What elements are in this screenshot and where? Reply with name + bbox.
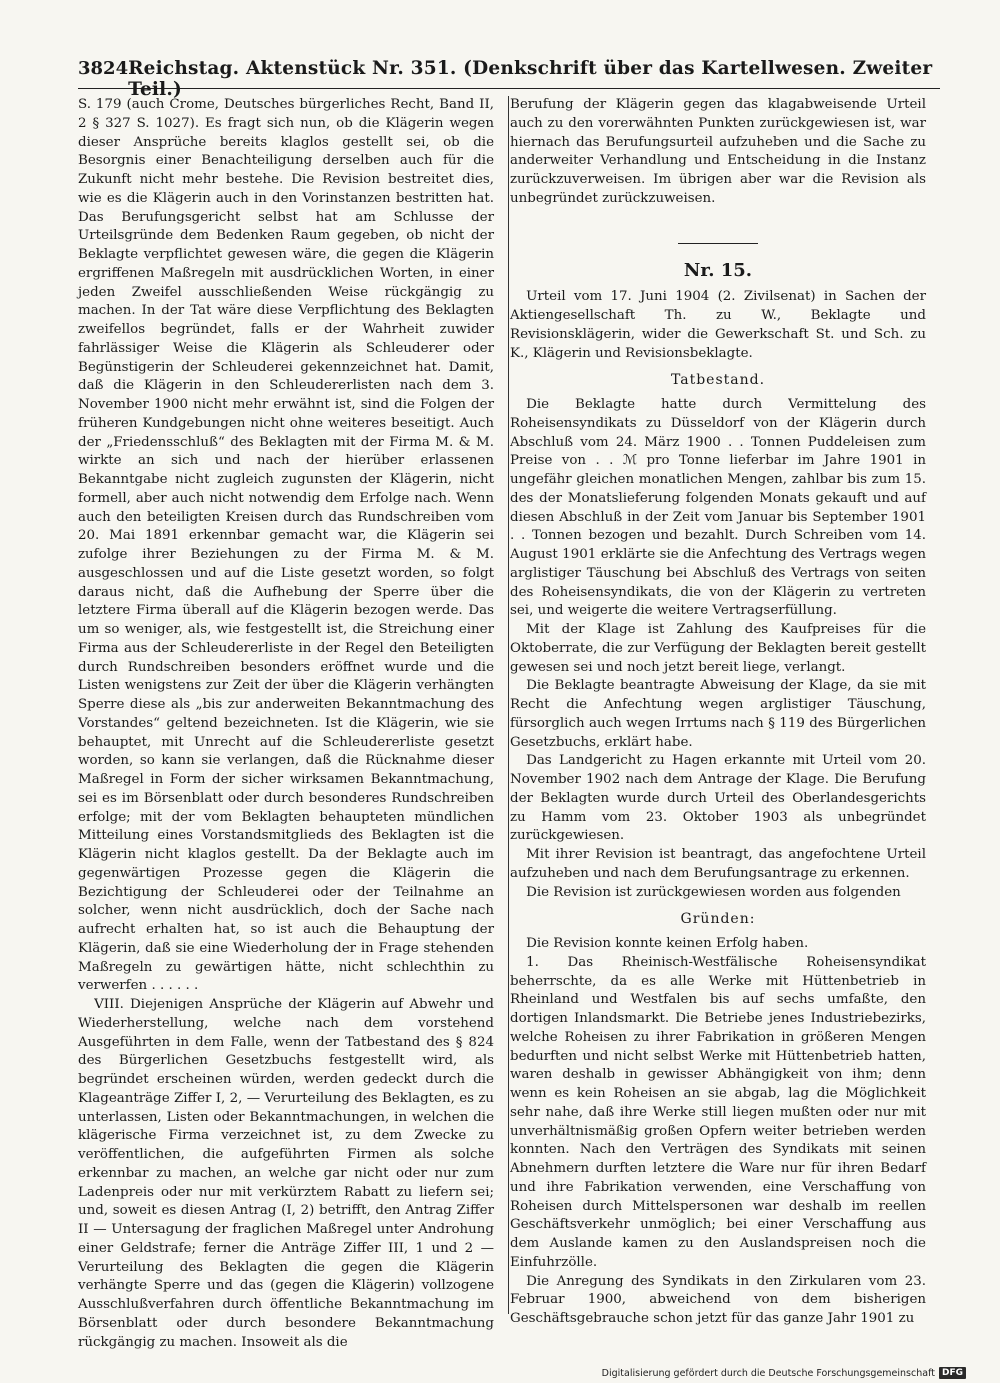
right-column — [510, 96, 926, 1326]
text-columns — [78, 96, 938, 1350]
page-number: 3824 — [78, 58, 129, 79]
paragraph: VIII. Diejenigen Ansprüche der Klägerin auf Abwehr und Wiederherstellung, welche nach dem vorstehend Ausgeführten in dem Falle, wenn der Tatbestand des § 824 des Bürgerlichen Gesetzbuchs festgestellt wird, als begründet erscheinen würden, werden gedeckt durch die Klageanträge Ziffer I, 2, — Verurteilung des Beklagten, es zu unterlassen, Listen oder Bekanntmachungen, in welchen die klägerische Firma verzeichnet ist, zu dem Zwecke zu veröffentlichen, die aufgeführten Firmen als solche erkennbar zu machen, an welche gar nicht oder nur zum Ladenpreis oder nur mit verkürztem Rabatt zu liefern sei; und, soweit es diesen Antrag (I, 2) betrifft, den Antrag Ziffer II — Untersagung der fraglichen Maßregel unter Androhung einer Geldstrafe; ferner die Anträge Ziffer III, 1 und 2 — Verurteilung des Beklagten die gegen die Klägerin verhängte Sperre und das (gegen die Klägerin) vollzogene Ausschlußverfahren durch öffentliche Bekanntmachung im Börsenblatt oder durch besondere Bekanntmachung rückgängig zu machen. Insoweit als die — [78, 997, 494, 1350]
footer-text: Digitalisierung gefördert durch die Deutsche Forschungsgemeinschaft — [601, 1367, 935, 1379]
paragraph: Die Beklagte hatte durch Vermittelung des Roheisensyndikats zu Düsseldorf von der Klägerin durch Abschluß vom 24. März 1900 . . Tonnen Puddeleisen zum Preise von . . ℳ pro Tonne lieferbar im Jahre 1901 in ungefähr gleichen monatlichen Mengen, zahlbar bis zum 15. des der Monatslieferung folgenden Monats gekauft und auf diesen Abschluß in der Zeit vom Januar bis September 1901 . . Tonnen bezogen und bezahlt. Durch Schreiben vom 14. August 1901 erklärte sie die Anfechtung des Vertrags wegen arglistiger Täuschung bei Abschluß des Vertrags von seiten des Roheisensyndikats, die von der Klägerin zu vertreten sei, und weigerte die weitere Vertragserfüllung. — [510, 397, 926, 619]
gruende-heading: Gründen: — [680, 911, 756, 928]
section-rule — [678, 243, 758, 244]
paragraph: Die Anregung des Syndikats in den Zirkularen vom 23. Februar 1900, abweichend von dem bisherigen Geschäftsgebrauche schon jetzt für das ganze Jahr 1901 zu — [510, 1273, 926, 1326]
paragraph: Das Landgericht zu Hagen erkannte mit Urteil vom 20. November 1902 nach dem Antrage der Klage. Die Berufung der Beklagten wurde durch Urteil des Oberlandesgerichts zu Hamm vom 23. Oktober 1903 als unbegründet zurückgewiesen. — [510, 753, 926, 844]
paragraph: Die Beklagte beantragte Abweisung der Klage, da sie mit Recht die Anfechtung wegen arglistiger Täuschung, fürsorglich auch wegen Irrtums nach § 119 des Bürgerlichen Gesetzbuchs, erklärt habe. — [510, 678, 926, 750]
paragraph: 1. Das Rheinisch-Westfälische Roheisensyndikat beherrschte, da es alle Werke mit Hüttenbetrieb in Rheinland und Westfalen bis auf sechs umfaßte, den dortigen Inlandsmarkt. Die Betriebe jenes Industriebezirks, welche Roheisen zu ihrer Fabrikation in größeren Mengen bedurften und nicht selbst Werke mit Hüttenbetrieb hatten, waren deshalb in gewisser Abhängigkeit von ihm; denn wenn es kein Roheisen an sie abgab, lag die Möglichkeit sehr nahe, daß ihre Werke still liegen mußten oder nur mit unverhältnismäßig großen Opfern weiter betrieben werden konnten. Nach den Verträgen des Syndikats mit seinen Abnehmern durften letztere die Ware nur für ihren Bedarf und ihre Fabrikation verwenden, eine Verschaffung von Roheisen durch Mittelspersonen war deshalb im reellen Geschäftsverkehr unmöglich; bei einer Verschaffung aus dem Auslande kamen zu den Auslandspreisen noch die Einfuhrzölle. — [510, 954, 926, 1270]
tatbestand-heading: Tatbestand. — [670, 372, 766, 389]
paragraph: Mit der Klage ist Zahlung des Kaufpreises für die Oktoberrate, die zur Verfügung der Beklagten bereit gestellt gewesen sei und noch jetzt bereit liege, verlangt. — [510, 622, 926, 675]
paragraph: S. 179 (auch Crome, Deutsches bürgerliches Recht, Band II, 2 § 327 S. 1027). Es fragt sich nun, ob die Klägerin wegen dieser Ansprüche bereits klaglos gestellt sei, ob die Besorgnis einer Benachteiligung derselben auch für die Zukunft nicht mehr bestehe. Die Revision bestreitet dies, wie es die Klägerin auch in den Vorinstanzen bestritten hat. Das Berufungsgericht selbst hat am Schlusse der Urteilsgründe dem Bedenken Raum gegeben, ob nicht der Beklagte verpflichtet gewesen wäre, die gegen die Klägerin ergriffenen Maßregeln mit ausdrücklichen Worten, in einer jeden Zweifel ausschließenden Weise rückgängig zu machen. In der Tat wäre diese Verpflichtung des Beklagten zweifellos begründet, falls er der Wahrheit zuwider fahrlässiger Weise die Klägerin als Schleuderer oder Begünstigerin der Schleuderei gekennzeichnet hat. Damit, daß die Klägerin in den Schleudererlisten nach dem 3. November 1900 nicht mehr erwähnt ist, sind die Folgen der früheren Kundgebungen nicht ohne weiteres beseitigt. Auch der „Friedensschluß“ des Beklagten mit der Firma M. & M. wirkte an sich und nach der hierüber erlassenen Bekanntgabe nicht zugleich zugunsten der Klägerin, nicht formell, aber auch nicht notwendig dem Erfolge nach. Wenn auch den beteiligten Kreisen durch das Rundschreiben vom 20. Mai 1891 erkennbar gemacht war, die Klägerin sei zufolge ihrer Beziehungen zu der Firma M. & M. ausgeschlossen und auf die Liste gesetzt worden, so folgt daraus nicht, daß die Aufhebung der Sperre über die letztere Firma überall auf die Klägerin bezogen werde. Das um so weniger, als, wie festgestellt ist, die Streichung einer Firma aus der Schleudererliste in der Regel den Beteiligten durch Rundschreiben besonders eröffnet wurde und die Listen wenigstens zur Zeit der über die Klägerin verhängten Sperre diese als „bis zur anderweiten Bekanntmachung des Vorstandes“ geltend bezeichneten. Ist die Klägerin, wie sie behauptet, mit Unrecht auf die Schleudererliste gesetzt worden, so kann sie verlangen, daß die Rücknahme dieser Maßregel in Form der sicher wirksamen Bekanntmachung, sei es im Börsenblatt oder durch besonderes Rundschreiben erfolge; mit der vom Beklagten behaupteten mündlichen Mitteilung eines Vorstandsmitglieds des Beklagten ist die Klägerin nicht klaglos gestellt. Da der Beklagte auch im gegenwärtigen Prozesse gegen die Klägerin die Bezichtigung der Schleuderei oder der Teilnahme an solcher, wenn nicht ausdrücklich, doch der Sache nach aufrecht erhalten hat, so ist auch die Behauptung der Klägerin, daß sie eine Wiederholung der in Frage stehenden Maßregeln zu gewärtigen hätte, nicht schlechthin zu verwerfen . . . . . . — [78, 97, 494, 994]
page-header — [78, 58, 940, 100]
paragraph: Die Revision konnte keinen Erfolg haben. — [526, 936, 809, 951]
page-title: Reichstag. Aktenstück Nr. 351. (Denkschrift über das Kartellwesen. Zweiter Teil.) — [128, 58, 933, 100]
footer — [602, 1366, 966, 1380]
case-intro: Urteil vom 17. Juni 1904 (2. Zivilsenat) in Sachen der Aktiengesellschaft Th. zu W., Beklagte und Revisionsklägerin, wider die Gewerkschaft St. und Sch. zu K., Klägerin und Revisionsbeklagte. — [510, 289, 926, 361]
paragraph: Berufung der Klägerin gegen das klagabweisende Urteil auch zu den vorerwähnten Punkten zurückgewiesen ist, war hiernach das Berufungsurteil aufzuheben und die Sache zu anderweiter Verhandlung und Entscheidung in die Instanz zurückzuverweisen. Im übrigen aber war die Revision als unbegründet zurückzuweisen. — [510, 97, 926, 206]
dfg-logo: DFG — [939, 1367, 966, 1379]
paragraph: Mit ihrer Revision ist beantragt, das angefochtene Urteil aufzuheben und nach dem Berufungsantrage zu erkennen. — [510, 847, 926, 881]
section-heading: Nr. 15. — [683, 259, 753, 281]
paragraph: Die Revision ist zurückgewiesen worden aus folgenden — [526, 884, 901, 900]
left-column — [78, 96, 494, 1350]
